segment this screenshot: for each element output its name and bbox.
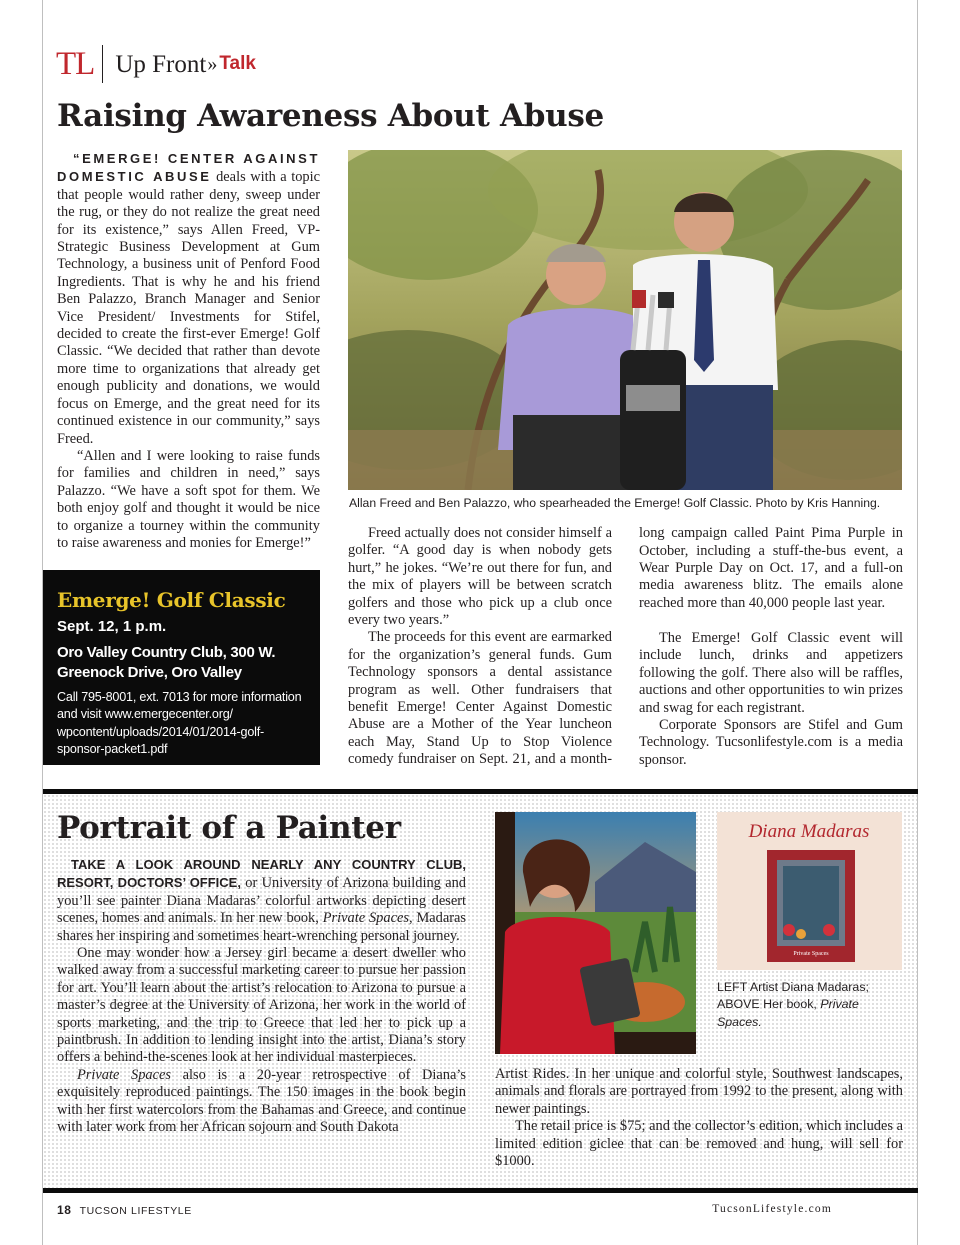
article1-paragraph-4-continued-text: long campaign called Paint Pima Purple in October, including a stuff-the-bus event, a Wear Purple Day on Oct. 17, and a full-on media awareness blitz. The emails alone reached more than 40,000 people last year. <box>639 525 903 611</box>
magazine-name: TUCSON LIFESTYLE <box>79 1205 192 1217</box>
section-name: Up Front <box>115 50 207 78</box>
article2-paragraph-1 <box>57 856 466 945</box>
book-cover-subtitle: Private Spaces <box>793 951 829 957</box>
event-venue: Oro Valley Country Club, 300 W. Greenock Drive, Oro Valley <box>57 644 276 681</box>
article1-paragraph-2: “Allen and I were looking to raise funds for families and children in need,” says Palazzo. “We have a soft spot for them. We both enjoy golf and thought it would be nice to organize a tourney within the community to raise awareness and monies for Emerge!” <box>57 447 320 551</box>
article1-paragraph-4: The proceeds for this event are earmarked for the organization’s general funds. Gum Technology sponsors a dental assistance program as well. Other fundraisers that benefit Emerge! Center Against Domestic Abuse are a Mother of the Year luncheon each May, Stand Up to Stop Violence comedy fundraiser on Sept. 21, and a month- <box>348 629 612 768</box>
painter-caption <box>717 979 902 1031</box>
article1-paragraph-3: Freed actually does not consider himself a golfer. “A good day is when nobody gets hurt,” he jokes. “We’re out there for fun, and the mix of players will be between scratch golfers and those who pick up a club once every two years.” <box>348 525 612 629</box>
article2-paragraph-3-text: also is a 20-year retrospective of Diana’s exquisitely reproduced paintings. The 150 images in the book begin with her first watercolors from the Bahamas and Greece, and continue with later work from her African sojourn and South Dakota <box>57 1066 466 1136</box>
article2-column-1 <box>57 856 466 1137</box>
article2-book-title: Private Spaces <box>322 910 409 927</box>
section-subtitle: Talk <box>219 53 256 74</box>
section-header <box>56 44 256 84</box>
article2-paragraph-4: The retail price is $75; and the collector’s edition, which includes a limited edition giclee that can be removed and hung, will sell for $1000. <box>495 1118 903 1170</box>
article2-lead-text: or University of Arizona building and you’ll see painter Diana Madaras’ colorful artworks depicting desert scenes, homes and animals. In her new book, <box>57 875 466 927</box>
event-info-box <box>43 570 320 765</box>
article1-paragraph-4-continued <box>639 525 903 630</box>
book-cover-private-spaces <box>717 812 902 970</box>
article-title-painter: Portrait of a Painter <box>57 810 401 846</box>
article1-column-3 <box>639 525 903 769</box>
event-date: Sept. 12, 1 p.m. <box>57 618 167 635</box>
footer-left <box>57 1203 192 1217</box>
article1-column-2 <box>348 525 612 769</box>
header-divider <box>102 45 103 83</box>
article1-paragraph-6: Corporate Sponsors are Stifel and Gum Technology. Tucsonlifestyle.com is a media sponsor. <box>639 717 903 768</box>
article2-paragraph-2: One may wonder how a Jersey girl became a desert dweller who walked away from a successful marketing career to pursue her passion for art. You’ll learn about the artist’s relocation to Arizona to pursue a master’s degree at the University of Arizona, her work in the world of sports marketing, and the trip to Greece that led her to pick up a paintbrush. In addition to lending insight into the artist, Diana’s story offers a behind-the-scenes look at her individual masterpieces. <box>57 945 466 1066</box>
article1-paragraph-5: The Emerge! Golf Classic event will include lunch, drinks and appetizers following the golf. There also will be raffles, auctions and other opportunities to win prizes and swag for each registrant. <box>639 630 903 716</box>
page-margin-rule-right <box>917 0 918 1245</box>
book-cover-illustration <box>717 812 902 970</box>
golfers-photo-caption: Allan Freed and Ben Palazzo, who spearheaded the Emerge! Golf Classic. Photo by Kris Hanning. <box>349 496 881 510</box>
article2-lead-caps: TAKE A LOOK AROUND NEARLY ANY COUNTRY CLUB, RESORT, DOCTORS’ OFFICE, <box>57 857 466 891</box>
article1-paragraph-1 <box>57 150 320 448</box>
article2-column-2 <box>495 1066 903 1170</box>
article1-lead-text: deals with a topic that people would rather deny, sweep under the rug, or they do not realize the great need for its existence,” says Allen Freed, VP-Strategic Business Development at Gum Technology, a business unit of Penford Food Ingredients. That is why he and his friend Ben Palazzo, Branch Manager and Senior Vice President/ Investments for Stifel, decided to create the first-ever Emerge! Golf Classic. “We decided that rather than devote more time to organizations that already get enough publicity and donations, we would focus on Emerge, and the great need for its continued existence in our community,” says Freed. <box>57 169 320 447</box>
article-title-abuse: Raising Awareness About Abuse <box>57 98 604 134</box>
event-title: Emerge! Golf Classic <box>57 588 286 612</box>
article1-column-1 <box>57 150 320 552</box>
golfers-photo-illustration <box>348 150 902 490</box>
event-contact: Call 795-8001, ext. 7013 for more information and visit www.emergecenter.org/ wpcontent/uploads/2014/01/2014-golf-sponsor-packet1.pdf <box>57 690 302 756</box>
footer-rule <box>43 1188 918 1193</box>
painter-caption-text: LEFT Artist Diana Madaras; ABOVE Her book, <box>717 980 869 1012</box>
footer-website: TucsonLifestyle.com <box>712 1203 832 1215</box>
article2-book-title-ref: Private Spaces <box>77 1066 171 1083</box>
page-number: 18 <box>57 1203 72 1217</box>
article1-lead-caps: “EMERGE! CENTER AGAINST DOMESTIC ABUSE <box>57 151 320 185</box>
golfers-photo <box>348 150 902 490</box>
painter-caption-book: Private Spaces. <box>717 997 859 1029</box>
book-cover-author: Diana Madaras <box>748 821 870 842</box>
article2-paragraph-3-continued: Artist Rides. In her unique and colorful style, Southwest landscapes, animals and florals are portrayed from 1992 to the present, along with newer paintings. <box>495 1066 903 1117</box>
article2-lead-end: , Madaras shares her inspiring and sometimes heart-wrenching personal journey. <box>57 910 466 944</box>
section-arrow: » <box>207 52 218 75</box>
painter-photo-illustration <box>495 812 696 1054</box>
article2-paragraph-3 <box>57 1067 466 1137</box>
tl-logo: TL <box>56 45 95 82</box>
painter-photo <box>495 812 696 1054</box>
